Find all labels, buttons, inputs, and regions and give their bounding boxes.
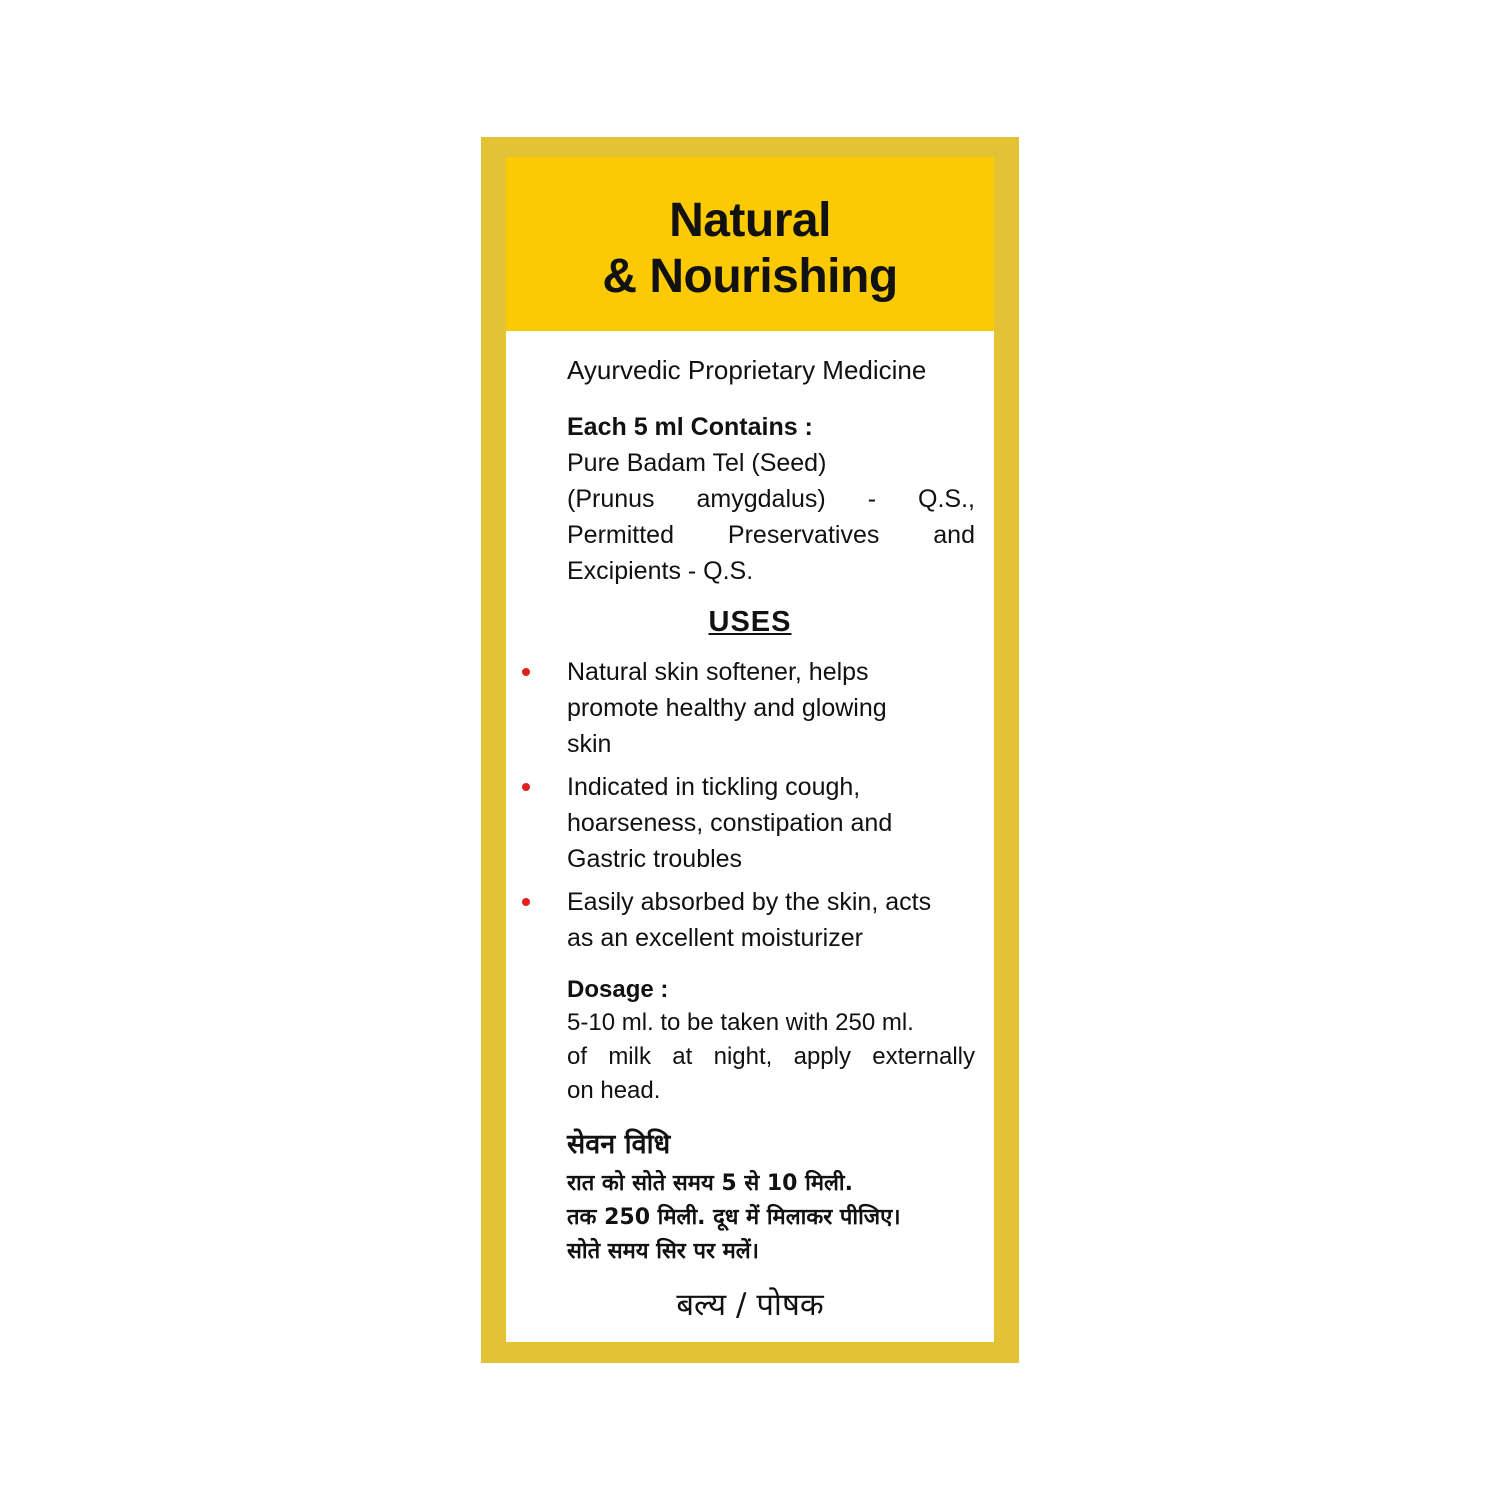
- hindi-dosage-line: तक 250 मिली. दूध में मिलाकर पीजिए।: [567, 1205, 901, 1230]
- uses-item-line: Gastric troubles: [567, 845, 743, 873]
- label-border: [481, 137, 1019, 1363]
- composition-heading: Each 5 ml Contains :: [567, 413, 813, 441]
- uses-item-line: promote healthy and glowing: [567, 694, 887, 722]
- uses-item-line: hoarseness, constipation and: [567, 809, 893, 837]
- bullet-icon: [522, 668, 530, 676]
- dosage-line: on head.: [567, 1077, 661, 1104]
- composition-line: Pure Badam Tel (Seed): [567, 449, 827, 477]
- uses-item-line: Natural skin softener, helps: [567, 658, 869, 686]
- dosage-heading: Dosage :: [567, 976, 669, 1003]
- composition-line: Excipients - Q.S.: [567, 557, 754, 585]
- uses-heading: USES: [708, 606, 792, 638]
- medicine-type: Ayurvedic Proprietary Medicine: [567, 355, 927, 385]
- dosage-line: of milk at night, apply externally: [567, 1043, 975, 1070]
- bullet-icon: [522, 783, 530, 791]
- uses-item-line: Easily absorbed by the skin, acts: [567, 888, 932, 916]
- hindi-dosage-line: सोते समय सिर पर मलें।: [567, 1239, 760, 1264]
- uses-item-line: skin: [567, 730, 612, 758]
- label-panel: [506, 157, 994, 1342]
- uses-item-line: as an excellent moisturizer: [567, 924, 863, 952]
- headline-banner: [506, 157, 994, 331]
- headline-line-1: Natural: [669, 194, 831, 247]
- dosage-line: 5-10 ml. to be taken with 250 ml.: [567, 1009, 914, 1036]
- composition-line: (Prunus amygdalus) - Q.S.,: [567, 485, 975, 513]
- uses-item-line: Indicated in tickling cough,: [567, 773, 861, 801]
- category-label: बल्य / पोषक: [676, 1287, 824, 1323]
- composition-line: Permitted Preservatives and: [567, 521, 975, 549]
- headline-line-2: & Nourishing: [602, 250, 898, 303]
- hindi-dosage-heading: सेवन विधि: [567, 1129, 671, 1160]
- hindi-dosage-line: रात को सोते समय 5 से 10 मिली.: [567, 1171, 853, 1196]
- bullet-icon: [522, 898, 530, 906]
